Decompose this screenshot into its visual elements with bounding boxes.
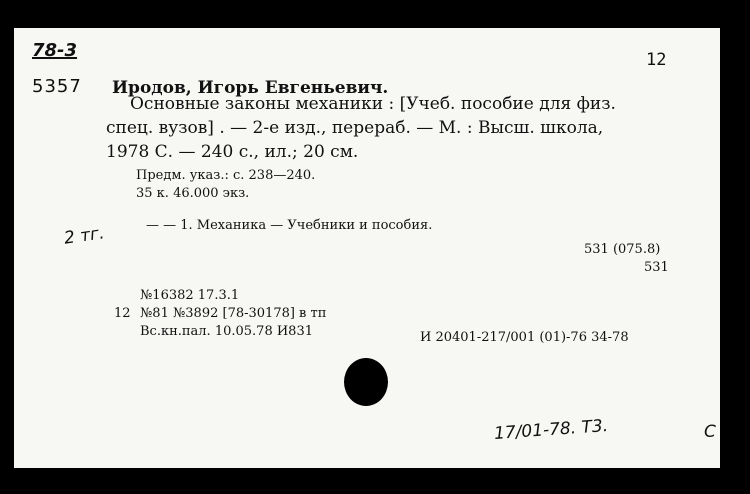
title-line-3: 1978 С. — 240 с., ил.; 20 см. [106,142,359,162]
notes-price-copies: 35 к. 46.000 экз. [136,186,250,201]
handwritten-corner: С [704,422,716,442]
notes-index: Предм. указ.: с. 238—240. [136,168,316,183]
registration-line-1: №16382 17.3.1 [140,288,240,303]
handwritten-code: 78-3 [32,40,78,61]
page-number: 12 [646,50,667,70]
registration-line-3: Вс.кн.пал. 10.05.78 И831 [140,324,313,339]
classification-udc: 531 (075.8) [584,242,661,257]
registration-prefix: 12 [114,306,131,321]
handwritten-subject-mark: 2 тг. [62,223,106,249]
punch-hole [344,358,388,406]
subject-heading: — — 1. Механика — Учебники и пособия. [146,218,433,233]
title-line-1: Основные законы механики : [Учеб. пособие для физ. [130,94,616,114]
publisher-code: И 20401-217/001 (01)-76 34-78 [420,330,629,345]
catalog-card [14,28,720,468]
handwritten-footer: 17/01-78. Т3. [493,416,609,444]
title-line-2: спец. вузов] . — 2-е изд., перераб. — М. : Высш. школа, [106,118,604,138]
classification-short: 531 [644,260,669,275]
inventory-number: 5357 [32,76,82,97]
registration-line-2: №81 №3892 [78-30178] в тп [140,306,327,321]
author-name: Иродов, Игорь Евгеньевич. [112,78,389,98]
